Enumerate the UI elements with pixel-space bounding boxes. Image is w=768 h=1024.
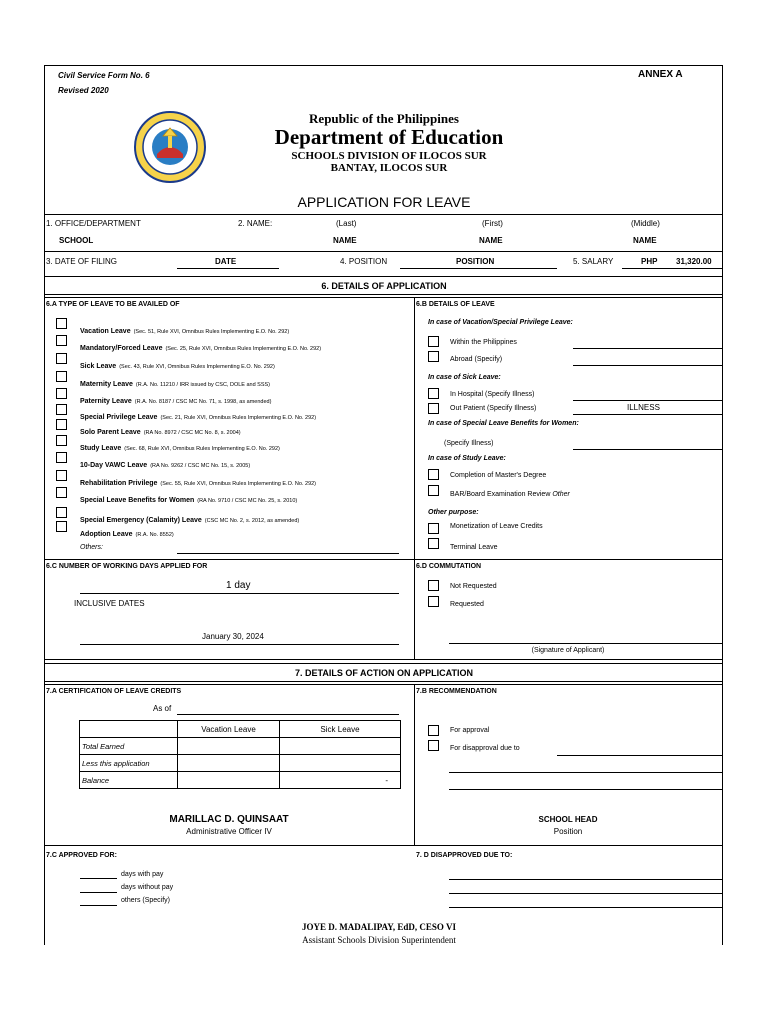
leave-type-name: Adoption Leave [80,531,133,538]
leave-type-checkbox[interactable] [56,521,67,532]
divider [44,214,723,215]
section6-title: 6. DETAILS OF APPLICATION [321,281,447,291]
for-disapproval-checkbox[interactable] [428,740,439,751]
leave-type-name: Sick Leave [80,363,117,370]
leave-type-item [80,321,289,337]
department-title: Department of Education [274,125,504,149]
vacation-col-header: Vacation Leave [178,721,280,738]
form-code: Civil Service Form No. 6 [58,71,150,80]
leave-type-item [80,407,316,423]
leave-type-item [80,374,270,390]
location-line: BANTAY, ILOCOS SUR [330,162,448,174]
leave-type-checkbox[interactable] [56,335,67,346]
leave-type-reference: (R.A. No. 8187 / CSC MC No. 71, s. 1998, as amended) [134,399,272,405]
column-divider [414,297,415,659]
divider [44,559,723,560]
salary-label: 5. SALARY [573,257,614,266]
certifier-name: MARILLAC D. QUINSAAT [169,814,289,825]
sick-col-header: Sick Leave [280,721,401,738]
in-hospital-checkbox[interactable] [428,388,439,399]
division-line: SCHOOLS DIVISION OF ILOCOS SUR [291,150,487,162]
less-application-sick[interactable] [280,755,401,772]
other-word-2: Other [428,509,447,516]
leave-type-reference: (RA No. 9710 / CSC MC No. 25, s. 2010) [197,498,298,504]
days-with-pay-label: days with pay [121,871,164,878]
salary-currency: PHP [641,257,658,266]
leave-type-item [80,338,321,354]
leave-type-item [80,422,241,438]
position-value[interactable]: POSITION [456,257,495,266]
for-disapproval-label: For disapproval due to [450,745,520,752]
leave-credits-table [79,720,401,789]
masters-label: Completion of Master's Degree [450,472,547,479]
within-ph-label: Within the Philippines [450,339,517,346]
leave-type-item [80,455,250,471]
section7-title: 7. DETAILS OF ACTION ON APPLICATION [294,668,473,678]
section6d-title: 6.D COMMUTATION [416,563,482,570]
total-earned-label: Total Earned [80,738,178,755]
certifier-position: Administrative Officer IV [186,827,272,836]
days-without-pay-line[interactable] [80,892,117,893]
days-applied-value[interactable]: 1 day [226,580,251,591]
leave-type-checkbox[interactable] [56,318,67,329]
total-earned-sick[interactable] [280,738,401,755]
section7a-title: 7.A CERTIFICATION OF LEAVE CREDITS [46,688,182,695]
leave-type-name: Special Leave Benefits for Women [80,497,195,504]
salary-value[interactable]: 31,320.00 [676,257,712,266]
abroad-checkbox[interactable] [428,351,439,362]
within-ph-checkbox[interactable] [428,336,439,347]
leave-type-checkbox[interactable] [56,452,67,463]
others-specify-line[interactable] [80,905,117,906]
leave-type-item [80,490,297,506]
filing-underline [177,268,279,269]
terminal-leave-checkbox[interactable] [428,538,439,549]
leave-type-name: Solo Parent Leave [80,429,141,436]
leave-type-reference: (R.A. No. 11210 / IRR issued by CSC, DOLE and SSS) [135,382,271,388]
leave-type-reference: (R.A. No. 8552) [135,532,174,538]
leave-type-reference: (Sec. 43, Rule XVI, Omnibus Rules Implementing E.O. No. 292) [119,364,275,370]
leave-type-reference: (Sec. 21, Rule XVI, Omnibus Rules Implementing E.O. No. 292) [160,415,317,421]
vacation-heading: In case of Vacation/Special Privilege Leave: [428,319,573,326]
leave-type-checkbox[interactable] [56,353,67,364]
others-specify-label: others (Specify) [121,897,171,904]
less-application-vacation[interactable] [178,755,280,772]
filing-value[interactable]: DATE [215,257,237,266]
position-label: 4. POSITION [340,257,388,266]
specify-illness-label: (Specify Illness) [444,440,494,447]
in-hospital-line[interactable] [573,400,722,401]
divider [44,276,723,277]
disapproval-line-2[interactable] [449,772,722,773]
office-label: 1. OFFICE/DEPARTMENT [46,219,141,228]
total-earned-vacation[interactable] [178,738,280,755]
leave-type-name: Rehabilitation Privilege [80,480,158,487]
middle-name-value[interactable]: NAME [633,236,657,245]
abroad-line[interactable] [573,365,722,366]
balance-vacation[interactable] [178,772,280,789]
form-border-top [44,65,723,66]
divider [44,845,723,846]
leave-type-reference: (RA No. 8972 / CSC MC No. 8, s. 2004) [143,430,241,436]
disapproval-line-3[interactable] [449,789,722,790]
table-row [80,738,401,755]
abroad-label: Abroad (Specify) [450,356,503,363]
section7c-title: 7.C APPROVED FOR: [46,852,117,859]
leave-type-reference: (Sec. 55, Rule XVI, Omnibus Rules Implementing E.O. No. 292) [160,481,317,487]
as-of-line[interactable] [177,714,399,715]
signature-label: (Signature of Applicant) [531,647,605,654]
balance-sick[interactable]: - [280,772,401,789]
position-underline [400,268,557,269]
leave-type-item [80,473,316,489]
table-row [80,721,401,738]
leave-type-item [80,524,174,540]
leave-type-checkbox[interactable] [56,435,67,446]
divider [44,684,723,685]
salary-underline [622,268,722,269]
office-value[interactable]: SCHOOL [59,236,94,245]
republic-line: Republic of the Philippines [309,111,459,126]
table-row [80,772,401,789]
others-line[interactable] [177,553,399,554]
inclusive-dates-line [80,644,399,645]
other-word: Other [552,491,570,498]
leave-type-checkbox[interactable] [56,404,67,415]
approver-position: Assistant Schools Division Superintendent [302,935,456,945]
inclusive-dates-label: INCLUSIVE DATES [74,599,145,608]
form-title: APPLICATION FOR LEAVE [297,194,471,210]
last-name-value[interactable]: NAME [333,236,357,245]
divider [44,294,723,295]
leave-type-reference: (Sec. 25, Rule XVI, Omnibus Rules Implementing E.O. No. 292) [165,346,322,352]
leave-type-name: Vacation Leave [80,328,131,335]
monetization-label: Monetization of Leave Credits [450,523,543,530]
inclusive-dates-value[interactable]: January 30, 2024 [202,632,264,641]
disapproved-line-2[interactable] [449,893,722,894]
not-requested-label: Not Requested [450,583,497,590]
bar-review-label [450,491,570,498]
leave-type-name: Study Leave [80,445,122,452]
days-applied-line [80,593,399,594]
leave-type-item [80,438,280,454]
name-label: 2. NAME: [238,219,273,228]
section7d-title: 7. D DISAPPROVED DUE TO: [416,852,513,859]
terminal-leave-label: Terminal Leave [450,544,498,551]
leave-type-name: Special Emergency (Calamity) Leave [80,517,202,524]
section6b-title: 6.B DETAILS OF LEAVE [416,301,495,308]
for-approval-checkbox[interactable] [428,725,439,736]
out-patient-line [573,414,722,415]
requested-checkbox[interactable] [428,596,439,607]
out-patient-label: Out Patient (Specify Illness) [450,405,537,412]
leave-type-checkbox[interactable] [56,507,67,518]
table-cell [80,721,178,738]
leave-type-reference: (RA No. 9262 / CSC MC No. 15, s. 2005) [150,463,251,469]
divider [44,297,723,298]
leave-type-name: Maternity Leave [80,381,133,388]
leave-type-reference: (Sec. 51, Rule XVI, Omnibus Rules Implementing E.O. No. 292) [133,329,290,335]
leave-type-reference: (CSC MC No. 2, s. 2012, as amended) [204,518,300,524]
divider [44,659,723,660]
leave-type-checkbox[interactable] [56,487,67,498]
approver-name: JOYE D. MADALIPAY, EdD, CESO VI [301,922,457,932]
as-of-label: As of [153,704,172,713]
days-with-pay-line[interactable] [80,878,117,879]
purpose-word: purpose: [448,509,479,516]
signature-line[interactable] [449,643,722,644]
disapproval-line-1[interactable] [557,755,722,756]
leave-type-item [80,356,275,372]
less-application-label: Less this application [80,755,178,772]
section7b-title: 7.B RECOMMENDATION [416,688,497,695]
first-name-label: (First) [482,219,503,228]
section6c-title: 6.C NUMBER OF WORKING DAYS APPLIED FOR [46,563,208,570]
disapproved-line-3[interactable] [449,907,722,908]
leave-type-checkbox[interactable] [56,388,67,399]
recommender-name: SCHOOL HEAD [538,815,598,824]
leave-type-name: Mandatory/Forced Leave [80,345,163,352]
leave-type-name: Paternity Leave [80,398,132,405]
middle-name-label: (Middle) [631,219,660,228]
first-name-value[interactable]: NAME [479,236,503,245]
leave-type-checkbox[interactable] [56,419,67,430]
for-approval-label: For approval [450,727,490,734]
last-name-label: (Last) [336,219,357,228]
leave-type-name: Special Privilege Leave [80,414,158,421]
form-revised: Revised 2020 [58,86,109,95]
annex-label: ANNEX A [638,69,683,80]
in-hospital-label: In Hospital (Specify Illness) [450,391,535,398]
leave-type-checkbox[interactable] [56,470,67,481]
bar-review-checkbox[interactable] [428,485,439,496]
section6a-title: 6.A TYPE OF LEAVE TO BE AVAILED OF [46,301,180,308]
leave-type-checkbox[interactable] [56,371,67,382]
bar-review-text: BAR/Board Examination Review [450,491,551,498]
table-row [80,755,401,772]
sick-heading: In case of Sick Leave: [428,374,501,381]
out-patient-checkbox[interactable] [428,403,439,414]
divider [44,251,723,252]
other-purpose-heading [428,509,479,516]
within-ph-line[interactable] [573,348,722,349]
not-requested-checkbox[interactable] [428,580,439,591]
masters-checkbox[interactable] [428,469,439,480]
others-label: Others: [80,544,103,551]
recommender-position: Position [553,827,583,836]
monetization-checkbox[interactable] [428,523,439,534]
divider [44,681,723,682]
days-without-pay-label: days without pay [121,884,174,891]
leave-type-name: 10-Day VAWC Leave [80,462,148,469]
study-heading: In case of Study Leave: [428,455,506,462]
disapproved-line-1[interactable] [449,879,722,880]
filing-label: 3. DATE OF FILING [46,257,117,266]
divider [44,663,723,664]
illness-value[interactable]: ILLNESS [627,403,660,412]
requested-label: Requested [450,601,484,608]
leave-type-reference: (Sec. 68, Rule XVI, Omnibus Rules Implementing E.O. No. 292) [124,446,280,452]
specify-illness-line[interactable] [573,449,722,450]
balance-label: Balance [80,772,178,789]
women-heading: In case of Special Leave Benefits for Women: [428,420,579,427]
leave-type-item [80,391,271,407]
